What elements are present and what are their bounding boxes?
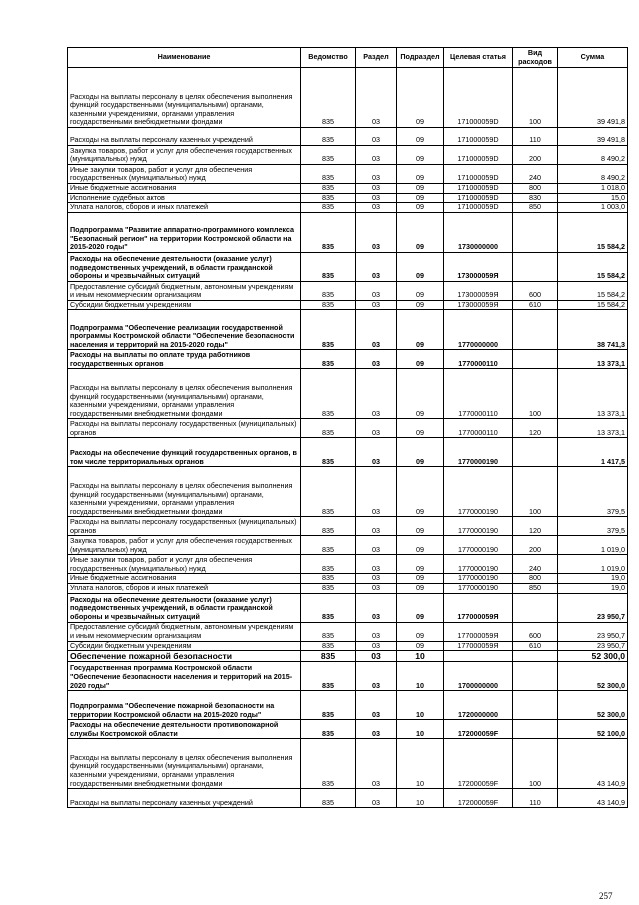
row-section: 03 [356,691,397,720]
row-expense-type [513,691,558,720]
table-row [68,593,628,622]
row-department: 835 [301,739,356,789]
table-row [68,184,628,194]
table-row [68,583,628,593]
row-amount: 39 491,8 [558,68,628,128]
row-department: 835 [301,789,356,808]
row-subsection: 09 [397,212,444,252]
row-department: 835 [301,583,356,593]
row-amount: 15 584,2 [558,300,628,310]
row-section: 03 [356,252,397,281]
row-section: 03 [356,789,397,808]
row-subsection: 09 [397,593,444,622]
row-department: 835 [301,350,356,369]
row-target-article: 1770000190 [444,517,513,536]
table-row [68,574,628,584]
row-subsection: 09 [397,300,444,310]
row-expense-type: 600 [513,622,558,641]
row-name: Обеспечение пожарной безопасности [68,651,301,662]
row-department: 835 [301,691,356,720]
row-amount: 1 417,5 [558,438,628,467]
row-subsection: 09 [397,128,444,146]
row-target-article: 1770000110 [444,369,513,419]
row-target-article: 1770000190 [444,555,513,574]
row-name: Субсидии бюджетным учреждениям [68,300,301,310]
row-department: 835 [301,419,356,438]
row-subsection: 10 [397,720,444,739]
row-name: Предоставление субсидий бюджетным, автономным учреждениям и иным некоммерческим организациям [68,622,301,641]
row-target-article: 1720000000 [444,691,513,720]
row-subsection: 09 [397,517,444,536]
row-name: Расходы на выплаты персоналу в целях обеспечения выполнения функций государственными (муниципальными) органами, казенными учреждениями, органами управления государственными внебюджетными фондами [68,369,301,419]
table-row [68,467,628,517]
row-subsection: 09 [397,203,444,213]
table-row [68,252,628,281]
row-subsection: 09 [397,641,444,651]
budget-table [67,47,628,808]
row-name: Расходы на обеспечение деятельности противопожарной службы Костромской области [68,720,301,739]
row-target-article: 1700000000 [444,662,513,691]
row-target-article: 172000059F [444,739,513,789]
row-expense-type: 200 [513,146,558,165]
row-expense-type: 100 [513,369,558,419]
row-target-article: 1770000190 [444,536,513,555]
row-expense-type: 800 [513,574,558,584]
row-subsection: 10 [397,739,444,789]
row-department: 835 [301,281,356,300]
row-target-article: 173000059Я [444,252,513,281]
row-target-article: 172000059F [444,720,513,739]
row-name: Расходы на выплаты по оплате труда работников государственных органов [68,350,301,369]
row-target-article: 1730000000 [444,212,513,252]
row-subsection: 09 [397,467,444,517]
table-row [68,691,628,720]
row-department: 835 [301,574,356,584]
row-name: Государственная программа Костромской области "Обеспечение безопасности населения и территорий на 2015-2020 годы" [68,662,301,691]
table-row [68,165,628,184]
row-department: 835 [301,536,356,555]
row-department: 835 [301,184,356,194]
table-row [68,622,628,641]
row-department: 835 [301,438,356,467]
row-amount: 52 300,0 [558,651,628,662]
row-amount: 39 491,8 [558,128,628,146]
row-subsection: 09 [397,165,444,184]
row-department: 835 [301,300,356,310]
row-subsection: 09 [397,369,444,419]
row-section: 03 [356,536,397,555]
row-section: 03 [356,574,397,584]
row-department: 835 [301,203,356,213]
row-section: 03 [356,203,397,213]
row-department: 835 [301,555,356,574]
table-row [68,720,628,739]
table-row [68,739,628,789]
row-target-article: 177000059Я [444,593,513,622]
row-expense-type: 610 [513,641,558,651]
row-department: 835 [301,212,356,252]
table-row [68,281,628,300]
row-amount: 19,0 [558,583,628,593]
row-department: 835 [301,622,356,641]
row-name: Иные бюджетные ассигнования [68,184,301,194]
row-section: 03 [356,165,397,184]
row-section: 03 [356,68,397,128]
header-row [68,48,628,68]
row-target-article: 173000059Я [444,281,513,300]
table-row [68,212,628,252]
row-section: 03 [356,350,397,369]
row-section: 03 [356,281,397,300]
row-name: Уплата налогов, сборов и иных платежей [68,203,301,213]
row-department: 835 [301,310,356,350]
row-expense-type [513,720,558,739]
row-target-article [444,651,513,662]
row-subsection: 09 [397,583,444,593]
row-section: 03 [356,184,397,194]
header-department: Ведомство [301,48,356,68]
row-subsection: 09 [397,419,444,438]
row-section: 03 [356,622,397,641]
table-row [68,310,628,350]
table-row [68,203,628,213]
header-section: Раздел [356,48,397,68]
row-section: 03 [356,419,397,438]
row-section: 03 [356,593,397,622]
table-row [68,193,628,203]
row-subsection: 10 [397,789,444,808]
row-target-article: 171000059D [444,68,513,128]
row-target-article: 177000059Я [444,622,513,641]
row-subsection: 09 [397,193,444,203]
row-name: Иные бюджетные ассигнования [68,574,301,584]
header-subsection: Подраздел [397,48,444,68]
row-name: Расходы на выплаты персоналу в целях обеспечения выполнения функций государственными (муниципальными) органами, казенными учреждениями, органами управления государственными внебюджетными фондами [68,467,301,517]
row-expense-type: 850 [513,203,558,213]
row-amount: 15 584,2 [558,212,628,252]
row-expense-type [513,310,558,350]
row-section: 03 [356,369,397,419]
page-number: 257 [599,891,613,901]
row-department: 835 [301,720,356,739]
table-row [68,128,628,146]
table-row [68,641,628,651]
row-expense-type: 850 [513,583,558,593]
row-name: Предоставление субсидий бюджетным, автономным учреждениям и иным некоммерческим организациям [68,281,301,300]
row-amount: 52 300,0 [558,691,628,720]
row-target-article: 1770000110 [444,350,513,369]
row-section: 03 [356,739,397,789]
row-section: 03 [356,517,397,536]
row-department: 835 [301,641,356,651]
row-section: 03 [356,300,397,310]
row-section: 03 [356,662,397,691]
row-subsection: 09 [397,184,444,194]
row-expense-type: 200 [513,536,558,555]
row-subsection: 09 [397,438,444,467]
row-amount: 43 140,9 [558,789,628,808]
row-name: Расходы на обеспечение функций государственных органов, в том числе территориальных органов [68,438,301,467]
row-target-article: 171000059D [444,165,513,184]
row-department: 835 [301,128,356,146]
table-row [68,146,628,165]
table-row [68,369,628,419]
row-amount: 19,0 [558,574,628,584]
row-department: 835 [301,593,356,622]
table-row [68,662,628,691]
row-expense-type: 100 [513,68,558,128]
row-target-article: 171000059D [444,203,513,213]
row-target-article: 177000059Я [444,641,513,651]
row-section: 03 [356,651,397,662]
row-section: 03 [356,193,397,203]
row-amount: 23 950,7 [558,593,628,622]
row-expense-type: 100 [513,467,558,517]
row-name: Подпрограмма "Развитие аппаратно-программного комплекса "Безопасный регион" на территории Костромской области на 2015-2020 годы" [68,212,301,252]
row-section: 03 [356,555,397,574]
row-subsection: 09 [397,146,444,165]
row-name: Уплата налогов, сборов и иных платежей [68,583,301,593]
row-subsection: 10 [397,651,444,662]
row-target-article: 1770000190 [444,467,513,517]
row-name: Расходы на выплаты персоналу государственных (муниципальных) органов [68,517,301,536]
row-name: Исполнение судебных актов [68,193,301,203]
row-section: 03 [356,438,397,467]
table-row [68,300,628,310]
row-target-article: 172000059F [444,789,513,808]
row-department: 835 [301,662,356,691]
row-section: 03 [356,641,397,651]
row-expense-type [513,438,558,467]
row-expense-type: 120 [513,419,558,438]
row-expense-type [513,212,558,252]
row-target-article: 173000059Я [444,300,513,310]
row-expense-type: 240 [513,165,558,184]
row-subsection: 09 [397,68,444,128]
row-section: 03 [356,467,397,517]
row-target-article: 1770000110 [444,419,513,438]
row-expense-type [513,662,558,691]
row-amount: 38 741,3 [558,310,628,350]
row-section: 03 [356,212,397,252]
row-amount: 52 100,0 [558,720,628,739]
row-name: Закупка товаров, работ и услуг для обеспечения государственных (муниципальных) нужд [68,536,301,555]
row-name: Иные закупки товаров, работ и услуг для обеспечения государственных (муниципальных) нужд [68,165,301,184]
row-amount: 379,5 [558,467,628,517]
header-name: Наименование [68,48,301,68]
row-expense-type: 110 [513,789,558,808]
row-expense-type [513,252,558,281]
row-expense-type: 800 [513,184,558,194]
table-row [68,536,628,555]
row-section: 03 [356,146,397,165]
row-name: Подпрограмма "Обеспечение реализации государственной программы Костромской области "Обеспечение безопасности населения и территорий на 2015-2020 годы" [68,310,301,350]
row-target-article: 171000059D [444,128,513,146]
row-name: Расходы на обеспечение деятельности (оказание услуг) подведомственных учреждений, в области гражданской обороны и чрезвычайных ситуаций [68,593,301,622]
row-expense-type: 120 [513,517,558,536]
row-expense-type: 240 [513,555,558,574]
row-amount: 1 019,0 [558,536,628,555]
row-amount: 379,5 [558,517,628,536]
header-expense-type: Вид расходов [513,48,558,68]
row-section: 03 [356,583,397,593]
row-target-article: 1770000190 [444,583,513,593]
row-name: Субсидии бюджетным учреждениям [68,641,301,651]
row-amount: 1 018,0 [558,184,628,194]
table-row [68,419,628,438]
table-row [68,789,628,808]
row-target-article: 171000059D [444,146,513,165]
row-expense-type: 100 [513,739,558,789]
row-name: Расходы на выплаты персоналу в целях обеспечения выполнения функций государственными (муниципальными) органами, казенными учреждениями, органами управления государственными внебюджетными фондами [68,739,301,789]
header-target-article: Целевая статья [444,48,513,68]
row-name: Расходы на выплаты персоналу государственных (муниципальных) органов [68,419,301,438]
row-name: Расходы на выплаты персоналу в целях обеспечения выполнения функций государственными (муниципальными) органами, казенными учреждениями, органами управления государственными внебюджетными фондами [68,68,301,128]
row-department: 835 [301,517,356,536]
row-department: 835 [301,467,356,517]
row-amount: 15,0 [558,193,628,203]
row-amount: 23 950,7 [558,641,628,651]
row-name: Закупка товаров, работ и услуг для обеспечения государственных (муниципальных) нужд [68,146,301,165]
row-subsection: 09 [397,350,444,369]
row-expense-type: 830 [513,193,558,203]
row-expense-type [513,651,558,662]
table-row [68,555,628,574]
row-amount: 23 950,7 [558,622,628,641]
row-target-article: 1770000000 [444,310,513,350]
row-amount: 8 490,2 [558,165,628,184]
row-expense-type: 600 [513,281,558,300]
row-expense-type: 610 [513,300,558,310]
table-row [68,68,628,128]
row-subsection: 09 [397,536,444,555]
row-subsection: 09 [397,252,444,281]
row-department: 835 [301,193,356,203]
row-name: Расходы на выплаты персоналу казенных учреждений [68,128,301,146]
row-amount: 15 584,2 [558,281,628,300]
header-amount: Сумма [558,48,628,68]
row-name: Расходы на обеспечение деятельности (оказание услуг) подведомственных учреждений, в области гражданской обороны и чрезвычайных ситуаций [68,252,301,281]
row-target-article: 1770000190 [444,438,513,467]
row-target-article: 171000059D [444,184,513,194]
row-target-article: 1770000190 [444,574,513,584]
row-department: 835 [301,369,356,419]
row-department: 835 [301,68,356,128]
table-row [68,438,628,467]
row-subsection: 10 [397,662,444,691]
row-subsection: 09 [397,310,444,350]
row-department: 835 [301,165,356,184]
row-subsection: 09 [397,555,444,574]
row-subsection: 09 [397,622,444,641]
row-amount: 52 300,0 [558,662,628,691]
row-amount: 1 019,0 [558,555,628,574]
table-row [68,350,628,369]
row-subsection: 09 [397,281,444,300]
row-name: Расходы на выплаты персоналу казенных учреждений [68,789,301,808]
row-amount: 13 373,1 [558,350,628,369]
row-amount: 1 003,0 [558,203,628,213]
row-name: Иные закупки товаров, работ и услуг для обеспечения государственных (муниципальных) нужд [68,555,301,574]
row-amount: 43 140,9 [558,739,628,789]
row-name: Подпрограмма "Обеспечение пожарной безопасности на территории Костромской области на 2015-2020 годы" [68,691,301,720]
table-row [68,517,628,536]
row-subsection: 10 [397,691,444,720]
row-section: 03 [356,128,397,146]
row-amount: 8 490,2 [558,146,628,165]
row-section: 03 [356,310,397,350]
table-row [68,651,628,662]
row-subsection: 09 [397,574,444,584]
row-amount: 15 584,2 [558,252,628,281]
row-expense-type [513,350,558,369]
row-target-article: 171000059D [444,193,513,203]
row-expense-type: 110 [513,128,558,146]
row-amount: 13 373,1 [558,419,628,438]
row-amount: 13 373,1 [558,369,628,419]
row-expense-type [513,593,558,622]
row-department: 835 [301,651,356,662]
row-section: 03 [356,720,397,739]
row-department: 835 [301,146,356,165]
row-department: 835 [301,252,356,281]
